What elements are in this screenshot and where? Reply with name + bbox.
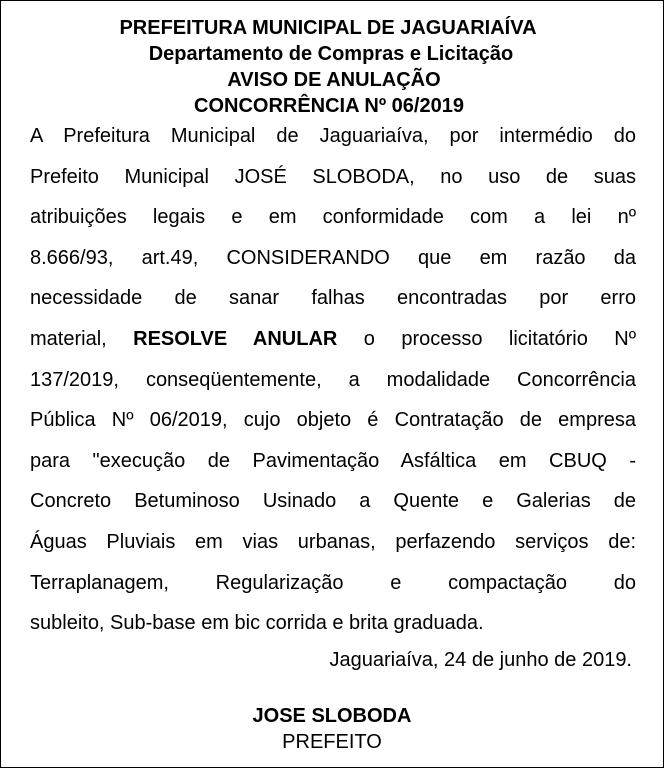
notice-body — [30, 116, 636, 644]
department-title: Departamento de Compras e Licitação — [148, 43, 514, 65]
body-line: atribuições legais e em conformidade com a lei nº — [30, 206, 636, 229]
body-line: Pública Nº 06/2019, cujo objeto é Contratação de empresa — [30, 409, 636, 432]
body-line: subleito, Sub-base em bic corrida e brita graduada. — [30, 612, 484, 635]
body-line: para "execução de Pavimentação Asfáltica em CBUQ - — [30, 449, 636, 472]
body-line: 137/2019, conseqüentemente, a modalidade Concorrência — [30, 368, 636, 391]
resolution-emphasis: RESOLVE ANULAR — [133, 327, 338, 350]
body-text-post: o processo licitatório Nº — [337, 327, 636, 350]
body-line: Prefeito Municipal JOSÉ SLOBODA, no uso de suas — [30, 165, 636, 188]
body-line: necessidade de sanar falhas encontradas por erro — [30, 287, 636, 310]
municipality-title: PREFEITURA MUNICIPAL DE JAGUARIAÍVA — [119, 17, 537, 39]
body-line: Águas Pluviais em vias urbanas, perfazendo serviços de: — [30, 530, 636, 553]
body-line: 8.666/93, art.49, CONSIDERANDO que em razão da — [30, 246, 636, 269]
body-line: A Prefeitura Municipal de Jaguariaíva, por intermédio do — [30, 125, 636, 147]
tender-number: CONCORRÊNCIA Nº 06/2019 — [194, 95, 464, 117]
signatory-title: PREFEITO — [282, 731, 382, 753]
notice-header — [0, 15, 664, 119]
body-line: Terraplanagem, Regularização e compactação do — [30, 571, 636, 594]
place-date: Jaguariaíva, 24 de junho de 2019. — [329, 649, 632, 671]
body-text-pre: material, — [30, 327, 134, 350]
notice-type: AVISO DE ANULAÇÃO — [227, 69, 441, 91]
signatory-name: JOSE SLOBODA — [252, 705, 412, 727]
body-line-resolution — [30, 319, 636, 360]
body-line: Concreto Betuminoso Usinado a Quente e Galerias de — [30, 490, 636, 513]
signature-block — [0, 703, 664, 755]
